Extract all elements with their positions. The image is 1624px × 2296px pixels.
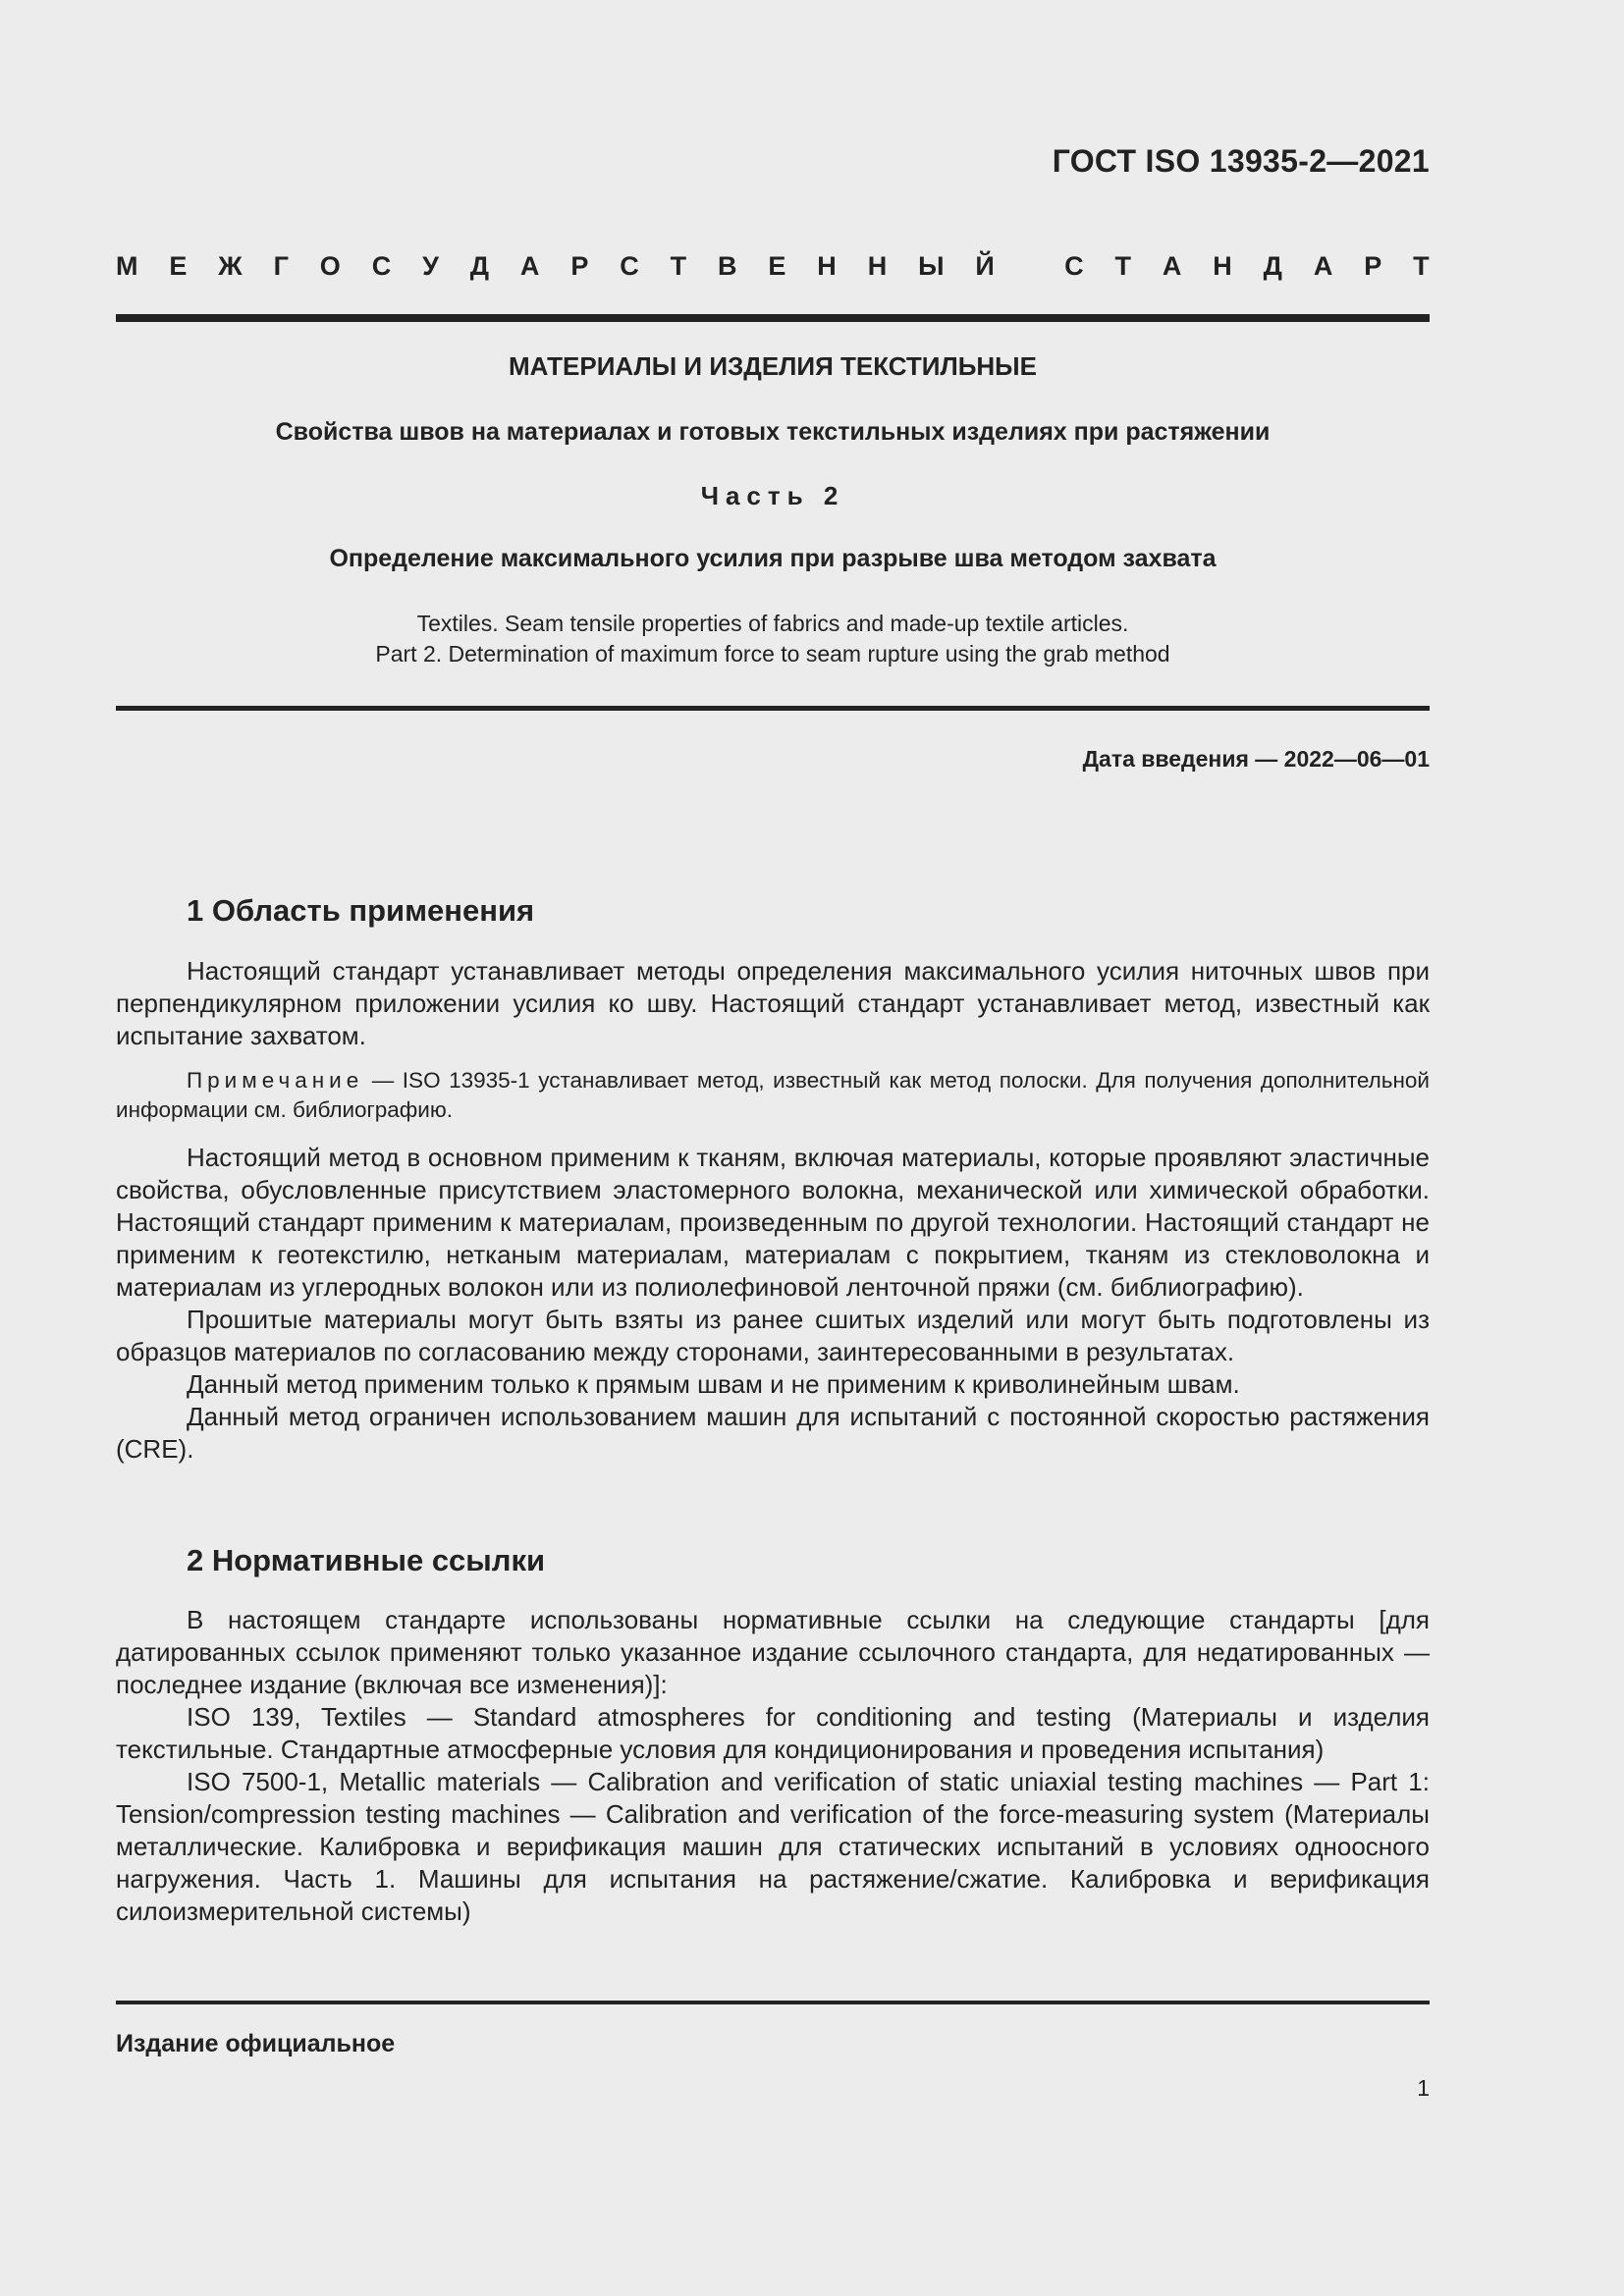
heading-letter — [1026, 251, 1034, 282]
paragraph: ISO 7500-1, Metallic materials — Calibration and verification of static uniaxial testing machines — Part 1: Tension/compression testing machines — Calibration and verification of the force-measuring system (Материалы металлические. Калибровка и верификация машин для статических испытаний в условиях одноосного нагружения. Часть 1. Машины для испытания на растяжение/сжатие. Калибровка и верификация силоизмерительной системы) — [116, 1767, 1430, 1926]
heading-letter: Т — [1114, 251, 1131, 281]
heading-letter: Ы — [918, 251, 945, 281]
heading-letter: С — [371, 251, 392, 281]
heading-letter: О — [319, 251, 341, 281]
paragraph: В настоящем стандарте использованы нормативные ссылки на следующие стандарты [для датированных ссылок применяют только указанное издание ссылочного стандарта, для недатированных — последнее издание (включая все изменения)]: — [116, 1605, 1430, 1699]
heading-letter: М — [116, 251, 138, 281]
header-rule — [116, 314, 1430, 322]
section1-text-a — [116, 955, 1430, 1052]
page-number: 1 — [1417, 2075, 1430, 2101]
heading-letter: Н — [817, 251, 837, 281]
heading-letter: Н — [867, 251, 888, 281]
title-english-line1: Textiles. Seam tensile properties of fabrics and made-up textile articles. — [416, 611, 1129, 636]
title-part: Часть 2 — [700, 481, 845, 510]
introduction-date: Дата введения — 2022—06—01 — [1082, 746, 1430, 772]
heading-letter: Д — [469, 251, 490, 281]
section1-text-b — [116, 1142, 1430, 1466]
section1-heading: 1 Область применения — [187, 893, 535, 928]
paragraph: Настоящий стандарт устанавливает методы определения максимального усилия ниточных швов при перпендикулярном приложении усилия ко шву. Настоящий стандарт устанавливает метод, известный как испытание захватом. — [116, 956, 1430, 1050]
heading-letter: Р — [1364, 251, 1382, 281]
official-edition: Издание официальное — [116, 2030, 396, 2057]
title-english — [116, 609, 1430, 669]
heading-letter: Т — [1413, 251, 1430, 281]
paragraph: ISO 139, Textiles — Standard atmospheres for conditioning and testing (Материалы и изделия текстильные. Стандартные атмосферные условия для кондиционирования и проведения испытания) — [116, 1702, 1430, 1764]
title-rule — [116, 706, 1430, 711]
heading-letter: А — [1162, 251, 1182, 281]
heading-letter: А — [519, 251, 540, 281]
note-text: — ISO 13935-1 устанавливает метод, известный как метод полоски. Для получения дополнительной информации см. библиографию. — [116, 1068, 1430, 1122]
section1-note — [116, 1066, 1430, 1125]
paragraph: Данный метод ограничен использованием машин для испытаний с постоянной скоростью растяжения (CRE). — [116, 1402, 1430, 1464]
interstate-standard-heading — [116, 251, 1430, 282]
gost-number: ГОСТ ISO 13935-2—2021 — [1052, 143, 1430, 179]
title-subtitle: Свойства швов на материалах и готовых текстильных изделиях при растяжении — [275, 418, 1271, 446]
heading-letter: Ж — [218, 251, 243, 281]
paragraph: Прошитые материалы могут быть взяты из ранее сшитых изделий или могут быть подготовлены из образцов материалов по согласованию между сторонами, заинтересованными в результатах. — [116, 1305, 1430, 1366]
heading-letter: А — [1313, 251, 1333, 281]
heading-letter: Р — [570, 251, 589, 281]
section2-text — [116, 1604, 1430, 1928]
footer-rule — [116, 2001, 1430, 2004]
paragraph: Настоящий метод в основном применим к тканям, включая материалы, которые проявляют эластичные свойства, обусловленные присутствием эластомерного волокна, механической или химической обработки. Настоящий стандарт применим к материалам, произведенным по другой технологии. Настоящий стандарт не применим к геотекстилю, нетканым материалам, материалам с покрытием, тканям из стекловолокна и материалам из углеродных волокон или из полиолефиновой ленточной пряжи (см. библиографию). — [116, 1143, 1430, 1302]
heading-letter: Й — [975, 251, 995, 281]
heading-letter: Е — [169, 251, 188, 281]
section2-heading: 2 Нормативные ссылки — [187, 1543, 546, 1577]
title-definition: Определение максимального усилия при разрыве шва методом захвата — [329, 545, 1217, 572]
paragraph: Данный метод применим только к прямым швам и не применим к криволинейным швам. — [187, 1369, 1240, 1399]
title-main: МАТЕРИАЛЫ И ИЗДЕЛИЯ ТЕКСТИЛЬНЫЕ — [509, 351, 1037, 381]
heading-letter: С — [620, 251, 639, 281]
heading-letter: В — [718, 251, 737, 281]
note-label: Примечание — [187, 1068, 364, 1093]
heading-letter: У — [422, 251, 439, 281]
heading-letter: Д — [1263, 251, 1282, 281]
heading-letter: Т — [670, 251, 687, 281]
heading-letter: Н — [1213, 251, 1232, 281]
heading-letter: С — [1064, 251, 1084, 281]
title-english-line2: Part 2. Determination of maximum force to seam rupture using the grab method — [375, 641, 1170, 667]
heading-letter: Е — [768, 251, 786, 281]
heading-letter: Г — [273, 251, 289, 281]
